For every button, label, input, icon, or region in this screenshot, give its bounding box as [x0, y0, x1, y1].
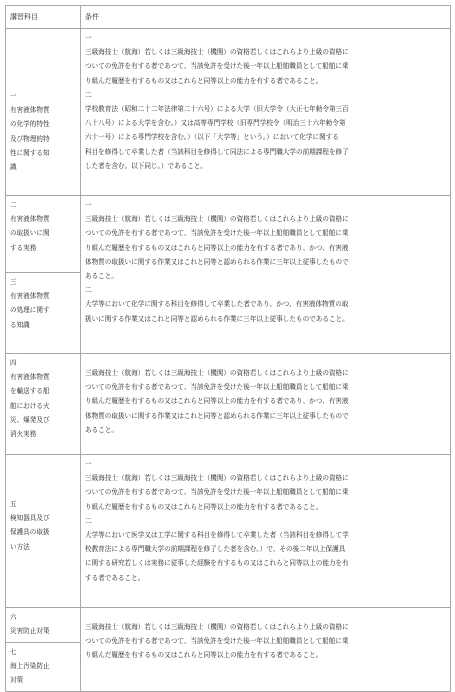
table-row	[6, 29, 451, 196]
text-line: 三	[10, 278, 17, 286]
text-line: 舶における火	[10, 401, 50, 410]
text-line: 及び物理的特	[10, 134, 50, 143]
text-line: 体物質の取扱いに関する作業又はこれと同等と認められる作業に三年以上従事したもので	[85, 411, 349, 420]
text-line: 一	[85, 34, 92, 42]
text-line: 大学等において化学に関する科目を修得して卒業した者であり、かつ、有害液体物質の取	[85, 300, 349, 309]
conditions-cell	[81, 354, 451, 455]
table-row	[6, 455, 451, 608]
subject-cell	[6, 643, 81, 692]
subject-cell	[6, 196, 81, 273]
subject-lines	[10, 610, 76, 638]
subject-lines	[10, 89, 76, 174]
text-line: 海上汚染防止	[10, 662, 50, 671]
subject-lines	[10, 645, 76, 688]
text-line: 有害液体物質	[10, 292, 50, 301]
text-line: り組んだ履歴を有するもの又はこれらと同等以上の能力を有する者であり、かつ、有害液	[85, 397, 349, 406]
condition-lines	[85, 620, 446, 663]
text-line: あること。	[85, 425, 118, 434]
table-row	[6, 196, 451, 273]
text-line: 災、爆発及び	[10, 415, 50, 424]
subject-lines	[10, 356, 76, 441]
subject-cell	[6, 29, 81, 196]
text-line: 性に関する知	[10, 148, 50, 157]
text-line: 一	[85, 460, 92, 468]
table-row	[6, 608, 451, 643]
text-line: 六	[10, 613, 17, 621]
text-line: 識	[10, 163, 17, 172]
text-line: 八十八号）による大学を含む。）又は高等専門学校（旧専門学校令（明治三十六年勅令第	[85, 119, 346, 128]
text-line: する実務	[10, 243, 37, 252]
text-line: 対策	[10, 676, 24, 685]
conditions-cell	[81, 196, 451, 354]
text-line: した者を含む。以下同じ。）であること。	[85, 161, 207, 170]
text-line: る知識	[10, 320, 30, 329]
text-line: 体物質の取扱いに関する作業又はこれと同等と認められる作業に三年以上従事したもので	[85, 257, 349, 266]
text-line: り組んだ履歴を有するもの又はこれらと同等以上の能力を有する者であること。	[85, 76, 323, 85]
text-line: を輸送する船	[10, 387, 50, 396]
text-line: 二	[85, 516, 92, 525]
subject-lines	[10, 497, 76, 554]
text-line: 災害防止対策	[10, 627, 50, 636]
subject-cell	[6, 354, 81, 455]
text-line: 有害液体物質	[10, 106, 50, 115]
header-conditions: 条件	[81, 6, 451, 29]
text-line: 校教育法による専門職大学の前期課程を修了した者を含む。）で、その後二年以上保護具	[85, 545, 346, 554]
text-line: に関する研究若しくは実務に従事した経験を有するもの又はこれらと同等以上の能力を有	[85, 559, 349, 568]
text-line: ついての免許を有する者であつて、当該免許を受けた後一年以上船舶職員として船舶に乗	[85, 488, 349, 497]
text-line: 保護具の取扱	[10, 528, 50, 537]
text-line: 検知器具及び	[10, 514, 50, 523]
condition-lines	[85, 198, 446, 326]
text-line: 三級海技士（航海）若しくは三級海技士（機関）の資格若しくはこれらより上級の資格に	[85, 369, 349, 377]
text-line: する者であること。	[85, 573, 145, 582]
text-line: 六十一号）による専門学校を含む。）（以下「大学等」という。）において化学に関する	[85, 133, 339, 142]
text-line: ついての免許を有する者であつて、当該免許を受けた後一年以上船舶職員として船舶に乗	[85, 62, 349, 71]
text-line: 三級海技士（航海）若しくは三級海技士（機関）の資格若しくはこれらより上級の資格に	[85, 474, 349, 483]
text-line: 有害液体物質	[10, 215, 50, 224]
text-line: 三級海技士（航海）若しくは三級海技士（機関）の資格若しくはこれらより上級の資格に	[85, 215, 349, 224]
text-line: い方法	[10, 542, 30, 551]
header-subject: 講習科目	[6, 6, 81, 29]
text-line: 二	[85, 286, 92, 295]
header-row	[6, 6, 451, 29]
text-line: 三級海技士（航海）若しくは三級海技士（機関）の資格若しくはこれらより上級の資格に	[85, 48, 349, 57]
text-line: ついての免許を有する者であつて、当該免許を受けた後一年以上船舶職員として船舶に乗	[85, 383, 349, 392]
subject-cell	[6, 273, 81, 354]
subject-lines	[10, 198, 76, 255]
condition-lines	[85, 31, 446, 173]
text-line: の取扱いに関	[10, 229, 50, 238]
text-line: あること。	[85, 272, 118, 281]
text-line: 一	[85, 201, 92, 209]
table-row	[6, 354, 451, 455]
text-line: 二	[10, 201, 17, 209]
text-line: り組んだ履歴を有するもの又はこれらと同等以上の能力を有する者であること。	[85, 502, 323, 511]
text-line: り組んだ履歴を有するもの又はこれらと同等以上の能力を有する者であり、かつ、有害液	[85, 243, 349, 252]
requirements-table	[5, 5, 451, 692]
text-line: ついての免許を有する者であつて、当該免許を受けた後一年以上船舶職員として船舶に乗	[85, 229, 349, 238]
condition-lines	[85, 457, 446, 585]
text-line: の処理に関す	[10, 306, 50, 315]
text-line: 二	[85, 90, 92, 99]
conditions-cell	[81, 455, 451, 608]
text-line: 有害液体物質	[10, 373, 50, 382]
text-line: 一	[10, 92, 17, 100]
text-line: 大学等において医学又は工学に関する科目を修得して卒業した者（当該科目を修得して学	[85, 531, 349, 540]
text-line: 三級海技士（航海）若しくは三級海技士（機関）の資格若しくはこれらより上級の資格に	[85, 623, 349, 631]
conditions-cell	[81, 608, 451, 692]
text-line: 学校教育法（昭和二十二年法律第二十六号）による大学（旧大学令（大正七年勅令第三百	[85, 105, 349, 114]
text-line: ついての免許を有する者であつて、当該免許を受けた後一年以上船舶職員として船舶に乗	[85, 637, 349, 646]
text-line: 五	[10, 500, 17, 508]
text-line: 科目を修得して卒業した者（当該科目を修得して同法による専門職大学の前期課程を修了	[85, 147, 349, 156]
condition-lines	[85, 366, 446, 437]
text-line: 七	[10, 648, 17, 656]
text-line: 消火実務	[10, 430, 37, 439]
subject-cell	[6, 608, 81, 643]
subject-cell	[6, 455, 81, 608]
text-line: 四	[10, 359, 17, 367]
conditions-cell	[81, 29, 451, 196]
text-line: の化学的特性	[10, 120, 50, 129]
text-line: り組んだ履歴を有するもの又はこれらと同等以上の能力を有する者であること。	[85, 651, 323, 660]
subject-lines	[10, 275, 76, 332]
text-line: 扱いに関する作業又はこれと同等と認められる作業に三年以上従事したものであること。	[85, 314, 349, 323]
